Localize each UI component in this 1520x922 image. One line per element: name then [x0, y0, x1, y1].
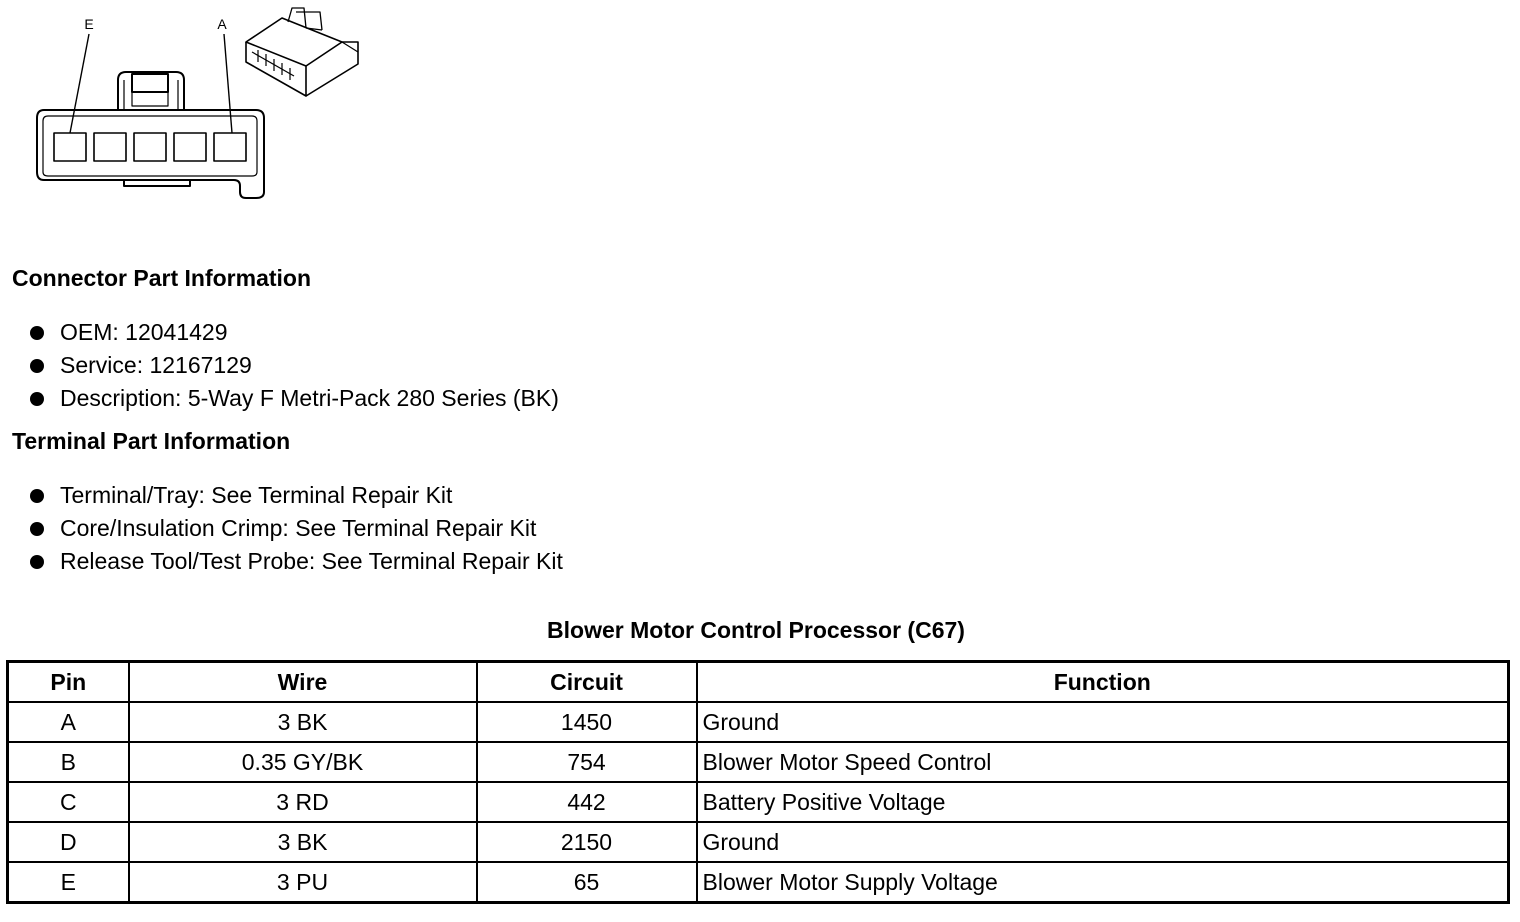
list-item [28, 349, 559, 382]
list-item [28, 479, 563, 512]
function-cell: Battery Positive Voltage [697, 782, 1509, 822]
circuit-cell: 442 [477, 782, 697, 822]
table-row [8, 822, 1509, 862]
pin-cell: A [8, 702, 129, 742]
pin-cavities [54, 133, 246, 161]
connector-face-outline [37, 110, 264, 198]
wire-cell: 0.35 GY/BK [129, 742, 477, 782]
bullet-icon [30, 392, 44, 406]
pinout-table-title: Blower Motor Control Processor (C67) [547, 617, 965, 643]
pin-cell: E [8, 862, 129, 903]
list-item [28, 316, 559, 349]
function-cell: Ground [697, 702, 1509, 742]
bullet-icon [30, 522, 44, 536]
wire-cell: 3 BK [129, 822, 477, 862]
list-item-text: Service: 12167129 [60, 352, 252, 378]
wire-cell: 3 RD [129, 782, 477, 822]
list-item [28, 382, 559, 415]
circuit-cell: 2150 [477, 822, 697, 862]
terminal-info-title: Terminal Part Information [12, 428, 291, 454]
column-header-wire: Wire [129, 662, 477, 703]
table-row [8, 742, 1509, 782]
pin-cavity-b [174, 133, 206, 161]
wire-cell: 3 PU [129, 862, 477, 903]
pin-cavity-c [134, 133, 166, 161]
table-header-row [8, 662, 1509, 703]
column-header-function: Function [697, 662, 1509, 703]
function-cell: Ground [697, 822, 1509, 862]
connector-info-title: Connector Part Information [12, 265, 312, 291]
list-item [28, 512, 563, 545]
pin-cell: D [8, 822, 129, 862]
bullet-icon [30, 555, 44, 569]
pin-label-a: A [217, 16, 227, 32]
bullet-icon [30, 326, 44, 340]
circuit-cell: 1450 [477, 702, 697, 742]
list-item-text: Release Tool/Test Probe: See Terminal Repair Kit [60, 548, 563, 574]
list-item-text: Description: 5-Way F Metri-Pack 280 Series (BK) [60, 385, 559, 411]
table-row [8, 702, 1509, 742]
pin-cavity-d [94, 133, 126, 161]
pinout-table [6, 660, 1510, 904]
list-item [28, 545, 563, 578]
pin-cell: C [8, 782, 129, 822]
circuit-cell: 65 [477, 862, 697, 903]
column-header-circuit: Circuit [477, 662, 697, 703]
function-cell: Blower Motor Speed Control [697, 742, 1509, 782]
connector-diagram [0, 0, 380, 210]
connector-info-list [28, 316, 559, 415]
wire-cell: 3 BK [129, 702, 477, 742]
table-row [8, 782, 1509, 822]
function-cell: Blower Motor Supply Voltage [697, 862, 1509, 903]
leader-line-e [70, 34, 89, 133]
pin-cavity-a [214, 133, 246, 161]
list-item-text: Core/Insulation Crimp: See Terminal Repair Kit [60, 515, 537, 541]
connector-face-inner [43, 116, 257, 176]
leader-line-a [224, 34, 232, 133]
pin-label-e: E [84, 16, 94, 32]
table-row [8, 862, 1509, 903]
connector-isometric-view [246, 8, 358, 96]
pin-cell: B [8, 742, 129, 782]
column-header-pin: Pin [8, 662, 129, 703]
list-item-text: OEM: 12041429 [60, 319, 228, 345]
locking-tab [118, 72, 184, 110]
list-item-text: Terminal/Tray: See Terminal Repair Kit [60, 482, 453, 508]
bullet-icon [30, 489, 44, 503]
terminal-info-list [28, 479, 563, 578]
circuit-cell: 754 [477, 742, 697, 782]
bullet-icon [30, 359, 44, 373]
pin-cavity-e [54, 133, 86, 161]
